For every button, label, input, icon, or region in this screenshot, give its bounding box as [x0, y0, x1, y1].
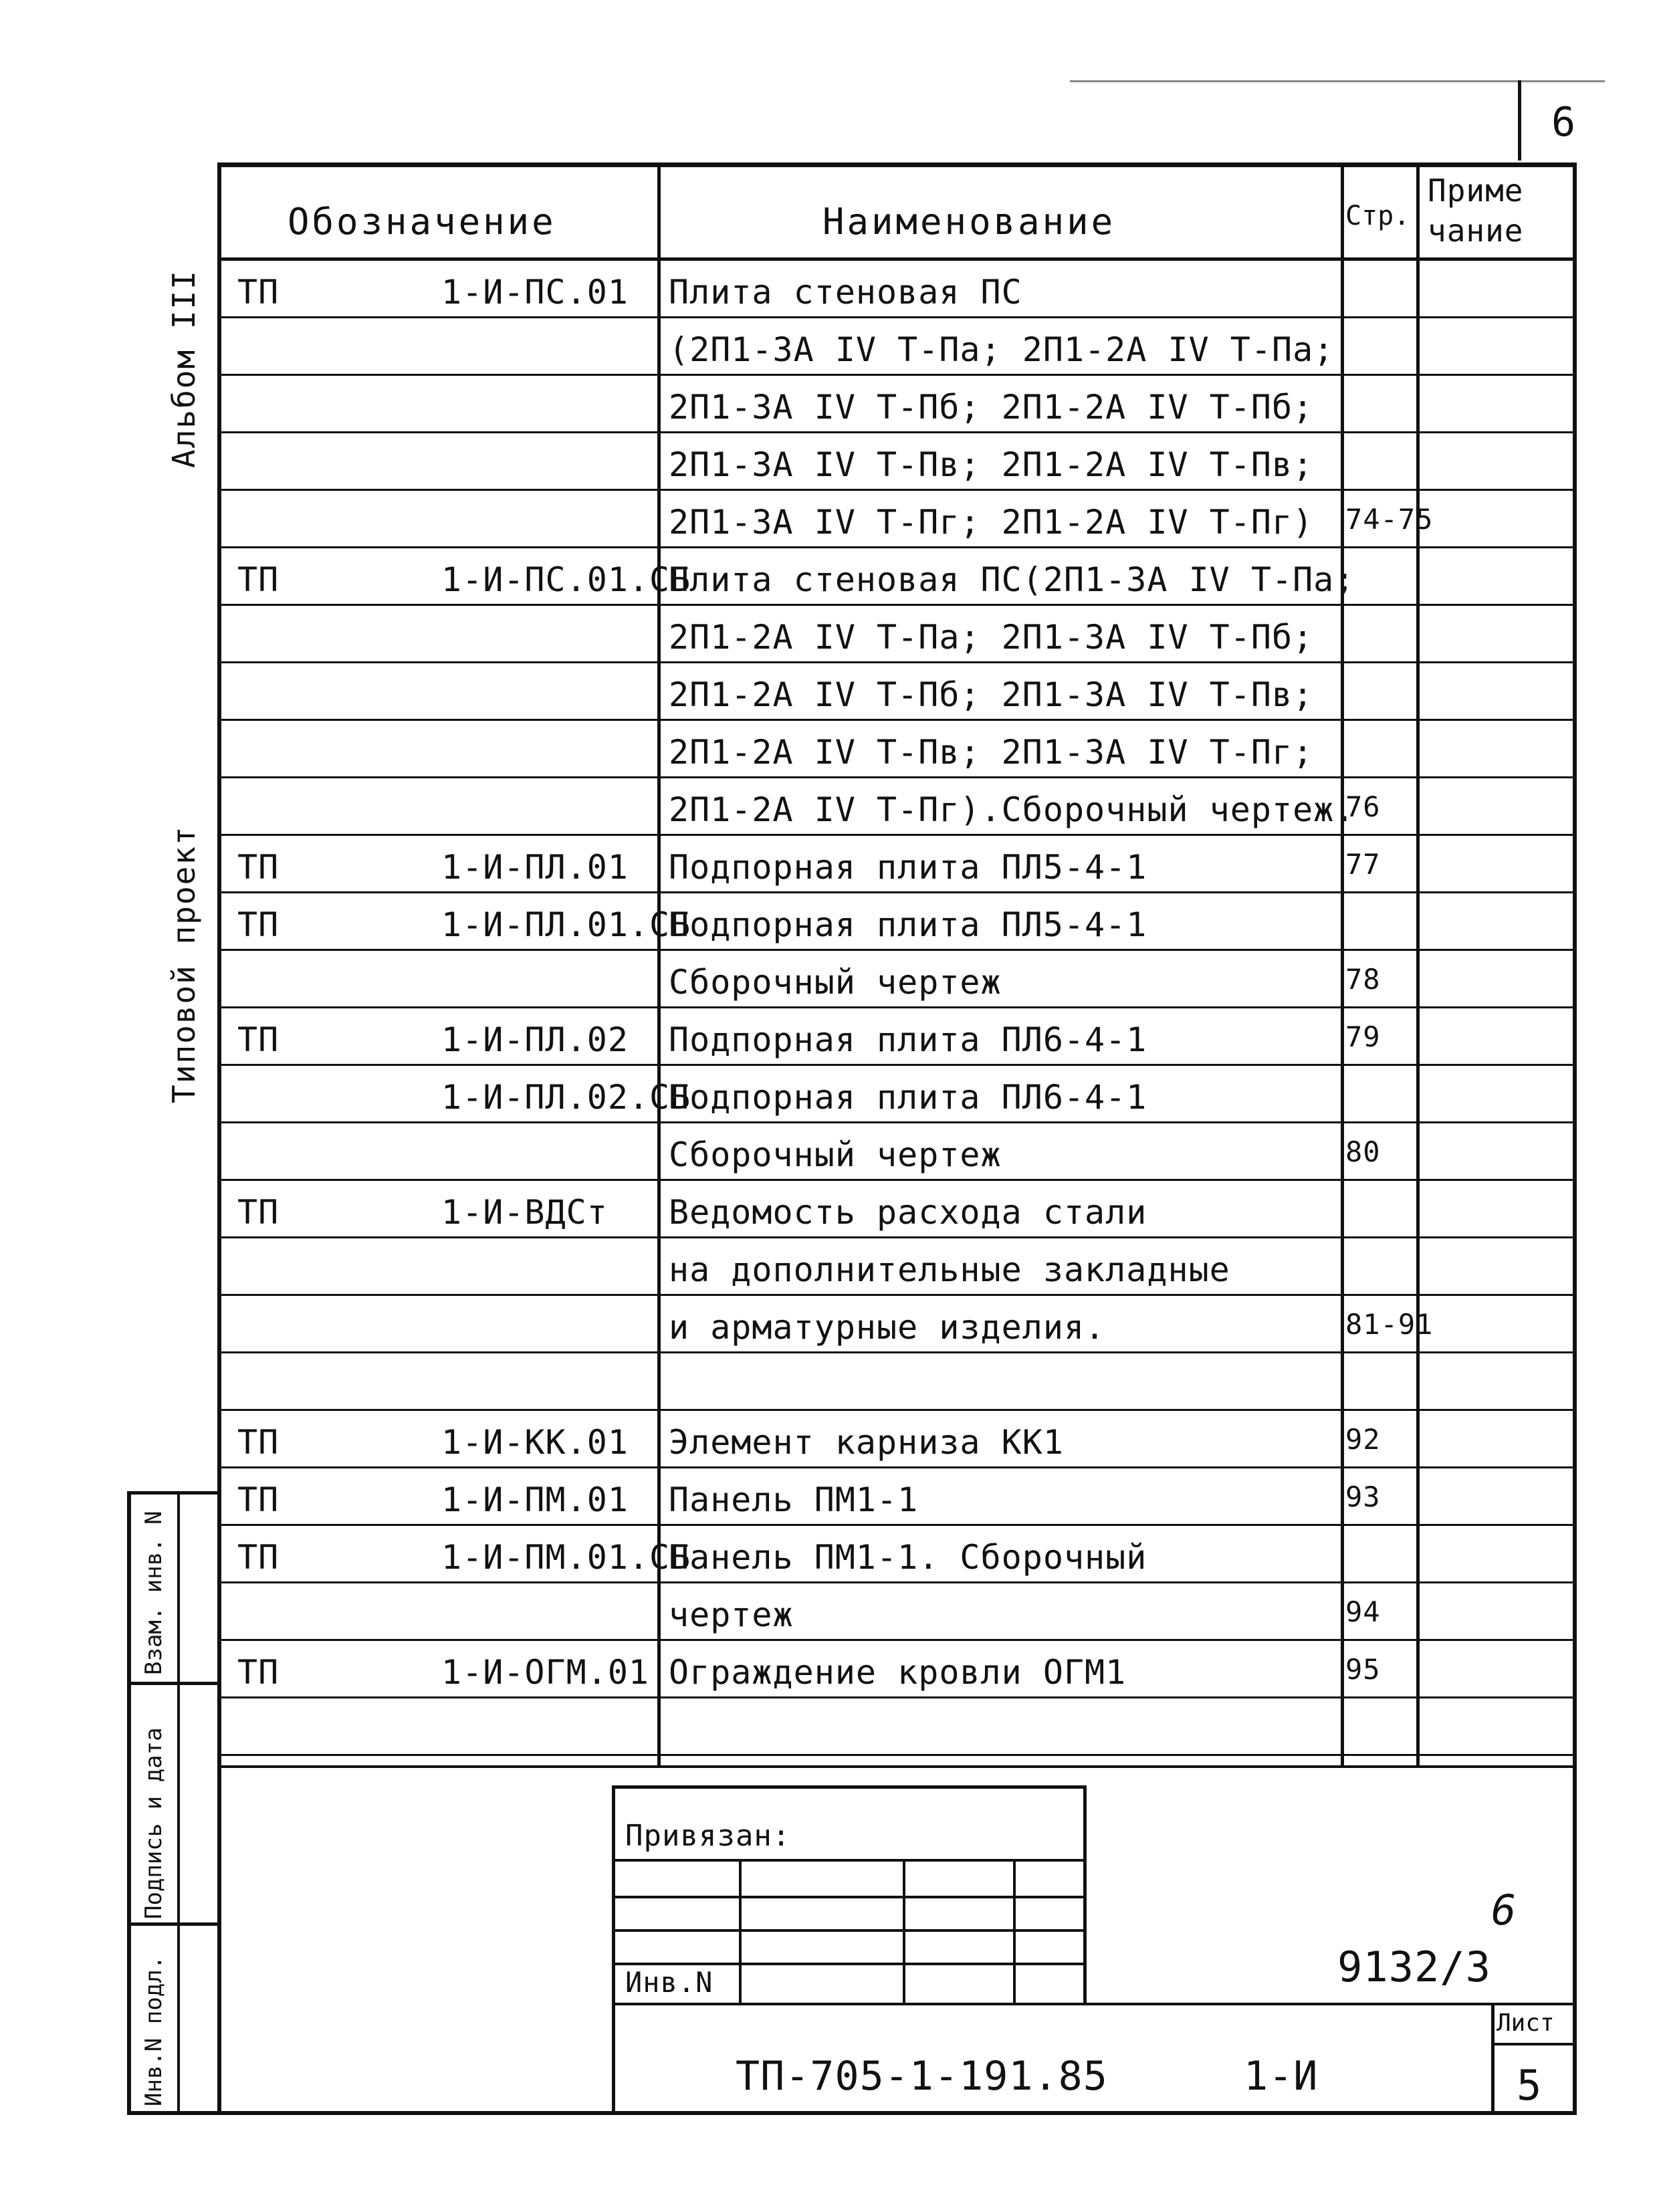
frame-right	[1573, 162, 1577, 2115]
left-margin-col	[177, 1491, 180, 2115]
row-code: 1-И-ОГМ.01	[441, 1653, 650, 1692]
stamp-album-code: 1-И	[1244, 2053, 1319, 2100]
row-name: Плита стеновая ПС(2П1-3А IV Т-Па;	[669, 560, 1355, 599]
row-separator	[221, 891, 1573, 893]
row-separator	[221, 489, 1573, 491]
left-margin-outer	[127, 1491, 131, 2115]
row-separator	[221, 1754, 1573, 1756]
sign-date-label: Подпись и дата	[140, 1727, 167, 1919]
row-page: 76	[1345, 790, 1381, 823]
row-name: Подпорная плита ПЛ5-4-1	[669, 848, 1147, 887]
stamp-col-2	[903, 1859, 905, 2003]
row-separator	[221, 1581, 1573, 1583]
stamp-box-left	[612, 1785, 615, 2115]
row-name: Ограждение кровли ОГМ1	[669, 1653, 1127, 1692]
row-name: Элемент карниза КК1	[669, 1423, 1064, 1462]
row-name: Ведомость расхода стали	[669, 1193, 1147, 1232]
row-separator	[221, 1179, 1573, 1181]
row-prefix: ТП	[237, 848, 280, 887]
stamp-inv-label: Инв.N	[625, 1966, 713, 1999]
row-separator	[221, 1409, 1573, 1411]
row-prefix: ТП	[237, 1653, 280, 1692]
row-page: 78	[1345, 963, 1381, 996]
row-separator	[221, 1121, 1573, 1123]
row-page: 77	[1345, 848, 1381, 881]
row-page: 92	[1345, 1423, 1381, 1456]
stamp-box-top	[612, 1785, 1087, 1789]
row-separator	[221, 661, 1573, 663]
header-page: Стр.	[1345, 201, 1410, 231]
row-page: 93	[1345, 1480, 1381, 1513]
row-name: чертеж	[669, 1595, 794, 1634]
row-name: 2П1-3А IV Т-Пб; 2П1-2А IV Т-Пб;	[669, 388, 1314, 427]
stamp-box-right	[1083, 1785, 1087, 2003]
row-separator	[221, 1064, 1573, 1066]
row-code: 1-И-ПМ.01	[441, 1480, 629, 1519]
row-page: 81-91	[1345, 1308, 1434, 1341]
sheet-box-mid	[1491, 2043, 1577, 2045]
row-separator	[221, 316, 1573, 318]
row-name: 2П1-2А IV Т-Пб; 2П1-3А IV Т-Пв;	[669, 675, 1314, 714]
row-name: 2П1-2А IV Т-Па; 2П1-3А IV Т-Пб;	[669, 618, 1314, 657]
row-prefix: ТП	[237, 1538, 280, 1577]
corner-box-top	[1070, 80, 1605, 82]
row-separator	[221, 604, 1573, 606]
row-separator	[221, 1639, 1573, 1641]
row-separator	[221, 374, 1573, 376]
row-separator	[221, 1466, 1573, 1468]
row-separator	[221, 546, 1573, 548]
row-page: 79	[1345, 1020, 1381, 1053]
stamp-handwritten-number: 6	[1491, 1886, 1517, 1934]
row-code: 1-И-ПМ.01.СБ	[441, 1538, 691, 1577]
header-note-1: Приме	[1428, 173, 1524, 209]
row-code: 1-И-КК.01	[441, 1423, 629, 1462]
row-separator	[221, 1524, 1573, 1526]
row-code: 1-И-ПЛ.01.СБ	[441, 905, 691, 944]
row-name: 2П1-3А IV Т-Пв; 2П1-2А IV Т-Пв;	[669, 445, 1314, 484]
left-margin-div-1	[127, 1491, 221, 1495]
row-separator	[221, 1351, 1573, 1353]
inv-orig-label: Инв.N подл.	[140, 1955, 167, 2106]
row-name: Сборочный чертеж	[669, 963, 1002, 1002]
row-prefix: ТП	[237, 1423, 280, 1462]
stamp-project-code: ТП-705-1-191.85	[736, 2053, 1108, 2100]
row-name: 2П1-2А IV Т-Пг).Сборочный чертеж.	[669, 790, 1355, 829]
left-margin-div-3	[127, 1922, 221, 1926]
row-name: Подпорная плита ПЛ6-4-1	[669, 1078, 1147, 1117]
corner-box-left	[1518, 80, 1521, 160]
row-separator	[221, 431, 1573, 433]
stamp-bound-label: Привязан:	[625, 1819, 791, 1853]
stamp-sheet-label: Лист	[1497, 2009, 1555, 2037]
row-prefix: ТП	[237, 905, 280, 944]
left-margin-div-2	[127, 1682, 221, 1685]
row-page: 80	[1345, 1135, 1381, 1168]
row-separator	[221, 719, 1573, 721]
row-separator	[221, 1006, 1573, 1008]
corner-sheet-number: 6	[1551, 99, 1579, 146]
stamp-divider-top	[217, 1765, 1577, 1768]
row-prefix: ТП	[237, 1480, 280, 1519]
row-name: на дополнительные закладные	[669, 1250, 1230, 1289]
row-separator	[221, 1696, 1573, 1698]
row-code: 1-И-ПС.01.СБ	[441, 560, 691, 599]
row-name: 2П1-3А IV Т-Пг; 2П1-2А IV Т-Пг)	[669, 503, 1314, 542]
row-separator	[221, 1294, 1573, 1296]
row-name: Панель ПМ1-1	[669, 1480, 919, 1519]
stamp-sheet-number: 5	[1517, 2061, 1543, 2110]
frame-top	[217, 162, 1577, 167]
row-separator	[221, 949, 1573, 951]
row-code: 1-И-ПЛ.01	[441, 848, 629, 887]
col-line-2	[1341, 162, 1344, 1767]
row-name: и арматурные изделия.	[669, 1308, 1106, 1347]
col-line-3	[1416, 162, 1420, 1767]
row-separator	[221, 834, 1573, 836]
row-code: 1-И-ВДСт	[441, 1193, 608, 1232]
row-name: Плита стеновая ПС	[669, 273, 1022, 312]
row-name: Панель ПМ1-1. Сборочный	[669, 1538, 1147, 1577]
row-prefix: ТП	[237, 1193, 280, 1232]
header-designation: Обозначение	[288, 201, 556, 243]
project-label: Типовой проект	[166, 825, 202, 1103]
row-separator	[221, 1236, 1573, 1238]
col-line-1	[657, 162, 661, 1767]
row-code: 1-И-ПЛ.02	[441, 1020, 629, 1059]
row-page: 94	[1345, 1595, 1381, 1628]
header-name: Наименование	[822, 201, 1116, 243]
stamp-col-3	[1013, 1859, 1016, 2003]
row-page: 74-75	[1345, 503, 1434, 536]
row-name: (2П1-3А IV Т-Па; 2П1-2А IV Т-Па;	[669, 330, 1335, 369]
album-label: Альбом III	[166, 269, 202, 468]
frame-left	[217, 162, 221, 2115]
row-prefix: ТП	[237, 560, 280, 599]
row-prefix: ТП	[237, 1020, 280, 1059]
stamp-col-1	[739, 1859, 742, 2003]
row-name: 2П1-2А IV Т-Пв; 2П1-3А IV Т-Пг;	[669, 733, 1314, 772]
row-code: 1-И-ПЛ.02.СБ	[441, 1078, 691, 1117]
stamp-row-5	[612, 2003, 1577, 2005]
header-note-2: чание	[1428, 213, 1524, 249]
stamp-archive-number: 9132/3	[1337, 1943, 1491, 1991]
row-name: Сборочный чертеж	[669, 1135, 1002, 1174]
sheet-box-left	[1491, 2003, 1495, 2115]
inst-inv-label: Взам. инв. N	[140, 1511, 167, 1675]
row-separator	[221, 776, 1573, 778]
row-page: 95	[1345, 1653, 1381, 1686]
row-code: 1-И-ПС.01	[441, 273, 629, 312]
frame-bottom	[127, 2111, 1577, 2115]
row-prefix: ТП	[237, 273, 280, 312]
row-name: Подпорная плита ПЛ5-4-1	[669, 905, 1147, 944]
header-bottom	[217, 257, 1577, 261]
row-name: Подпорная плита ПЛ6-4-1	[669, 1020, 1147, 1059]
